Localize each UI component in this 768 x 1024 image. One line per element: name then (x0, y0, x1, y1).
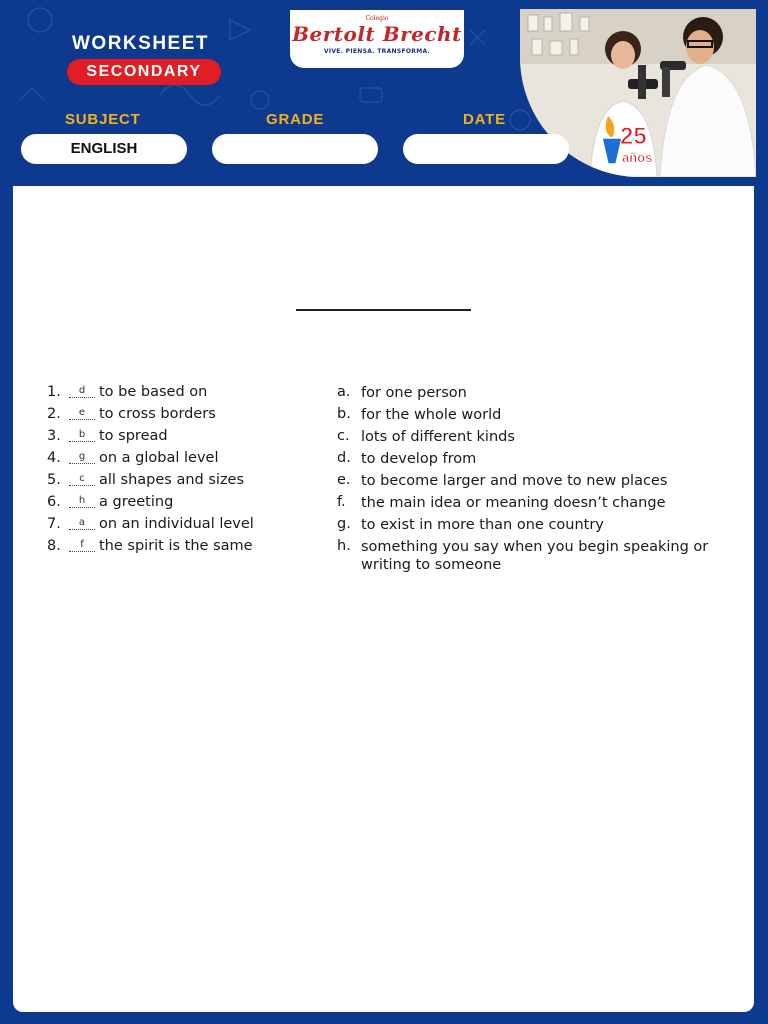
definition-text: something you say when you begin speaking or writing to someone (361, 539, 709, 573)
answer-blank[interactable]: h (69, 495, 95, 508)
term-text: to spread (99, 428, 168, 444)
definition-text: to exist in more than one country (361, 517, 604, 533)
definition-item (337, 516, 711, 534)
term-text: the spirit is the same (99, 538, 253, 554)
definition-item (337, 538, 711, 574)
worksheet-label: WORKSHEET (72, 33, 209, 54)
definition-text: for one person (361, 385, 467, 401)
definition-item (337, 406, 711, 424)
answer-blank[interactable]: d (69, 385, 95, 398)
term-number: 8. (47, 538, 61, 554)
answer-blank[interactable]: a (69, 517, 95, 530)
term-text: all shapes and sizes (99, 472, 245, 488)
definition-item (337, 428, 711, 446)
answer-blank[interactable]: g (69, 451, 95, 464)
term-item (47, 516, 254, 532)
definition-letter: b. (337, 406, 351, 422)
term-number: 1. (47, 384, 61, 400)
definition-item (337, 472, 711, 490)
title-underline (296, 309, 471, 311)
term-number: 4. (47, 450, 61, 466)
term-item (47, 472, 244, 488)
term-item (47, 406, 216, 422)
grade-field[interactable] (212, 134, 378, 164)
term-text: a greeting (99, 494, 174, 510)
definition-item (337, 384, 711, 402)
term-number: 7. (47, 516, 61, 532)
school-logo (290, 10, 464, 68)
logo-colegio-text: Colegio (365, 15, 389, 22)
worksheet-header (0, 0, 768, 190)
grade-label: GRADE (266, 111, 325, 128)
definition-letter: a. (337, 384, 351, 400)
definition-text: to develop from (361, 451, 477, 467)
term-number: 3. (47, 428, 61, 444)
torch-25-anios-icon (594, 110, 662, 178)
date-label: DATE (463, 111, 506, 128)
definition-text: for the whole world (361, 407, 502, 423)
term-item (47, 450, 218, 466)
definition-letter: e. (337, 472, 351, 488)
term-item (47, 494, 173, 510)
definition-item (337, 450, 711, 468)
term-item (47, 538, 253, 554)
answer-blank[interactable]: e (69, 407, 95, 420)
term-number: 5. (47, 472, 61, 488)
secondary-badge: SECONDARY (67, 59, 221, 85)
term-text: on an individual level (99, 516, 254, 532)
term-item (47, 428, 168, 444)
definition-item (337, 494, 711, 512)
definition-letter: f. (337, 494, 346, 510)
logo-school-name: Bertolt Brecht (292, 22, 462, 46)
term-text: to be based on (99, 384, 208, 400)
logo-motto: VIVE. PIENSA. TRANSFORMA. (323, 48, 431, 55)
answer-blank[interactable]: c (69, 473, 95, 486)
term-item (47, 384, 207, 400)
definition-letter: g. (337, 516, 351, 532)
definition-text: lots of different kinds (361, 429, 515, 445)
term-number: 6. (47, 494, 61, 510)
date-field[interactable] (403, 134, 569, 164)
definition-letter: d. (337, 450, 351, 466)
answer-blank[interactable]: f (69, 539, 95, 552)
subject-field[interactable]: ENGLISH (21, 134, 187, 164)
term-number: 2. (47, 406, 61, 422)
subject-label: SUBJECT (65, 111, 141, 128)
definition-text: the main idea or meaning doesn’t change (361, 495, 666, 511)
anniversary-word: años (622, 150, 653, 165)
definition-letter: c. (337, 428, 350, 444)
definition-text: to become larger and move to new places (361, 473, 668, 489)
definition-letter: h. (337, 538, 351, 554)
term-text: to cross borders (99, 406, 216, 422)
answer-blank[interactable]: b (69, 429, 95, 442)
anniversary-number: 25 (620, 123, 647, 150)
term-text: on a global level (99, 450, 219, 466)
